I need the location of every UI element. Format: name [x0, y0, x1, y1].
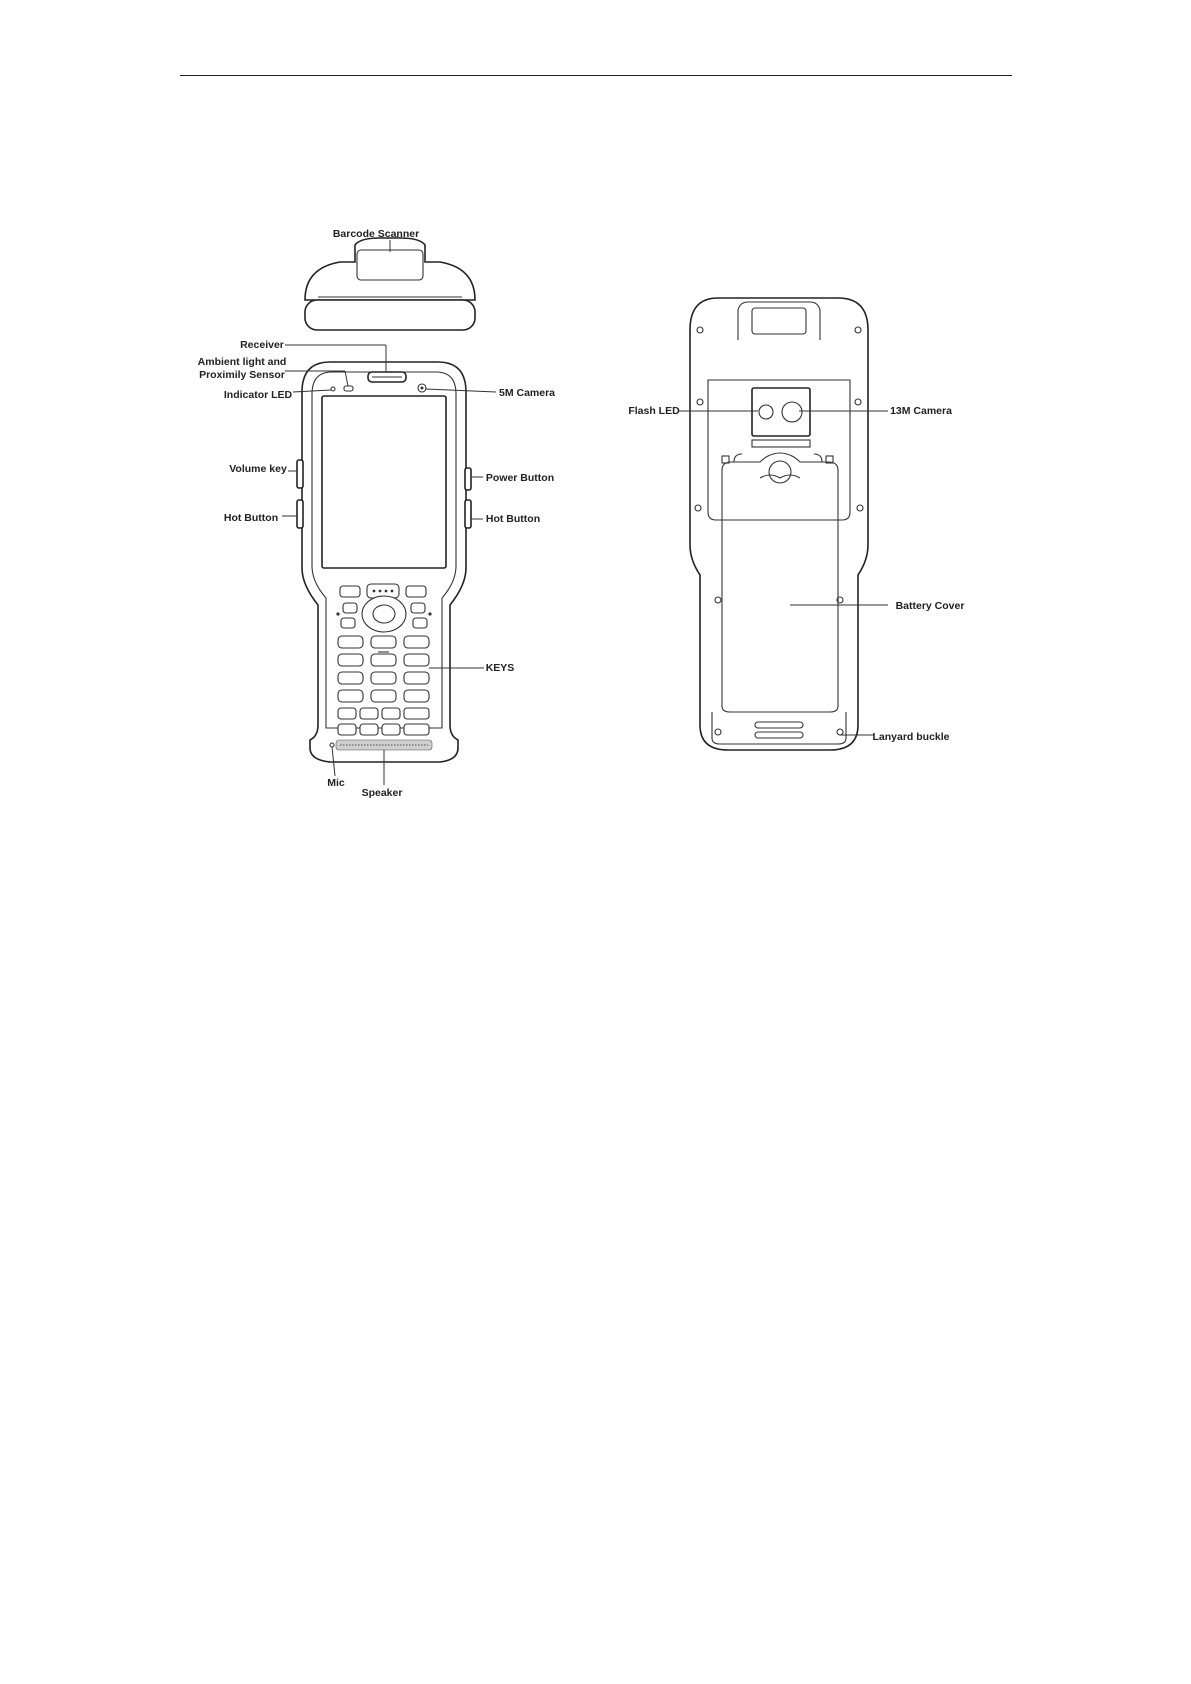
volume-key-label: Volume key: [229, 463, 287, 475]
barcode-scanner-label: Barcode Scanner: [332, 228, 420, 240]
speaker-label: Speaker: [361, 787, 403, 799]
mic-label: Mic: [327, 777, 345, 789]
back-view-device: [690, 298, 868, 750]
hot-button-left-label: Hot Button: [223, 512, 279, 524]
flash-led-label: Flash LED: [628, 405, 680, 417]
front-view-device: [297, 362, 471, 762]
ambient-sensor-label-line1: Ambient light and: [197, 356, 287, 368]
keys-label: KEYS: [485, 662, 515, 674]
camera-13m-label: 13M Camera: [890, 405, 952, 417]
ambient-sensor-label-line2: Proximily Sensor: [199, 369, 285, 381]
camera-5m-label: 5M Camera: [498, 387, 556, 399]
lanyard-buckle-label: Lanyard buckle: [872, 731, 950, 743]
hot-button-right-label: Hot Button: [485, 513, 541, 525]
power-button-label: Power Button: [485, 472, 555, 484]
indicator-led-label: Indicator LED: [223, 389, 293, 401]
receiver-label: Receiver: [240, 339, 284, 351]
battery-cover-label: Battery Cover: [895, 600, 965, 612]
